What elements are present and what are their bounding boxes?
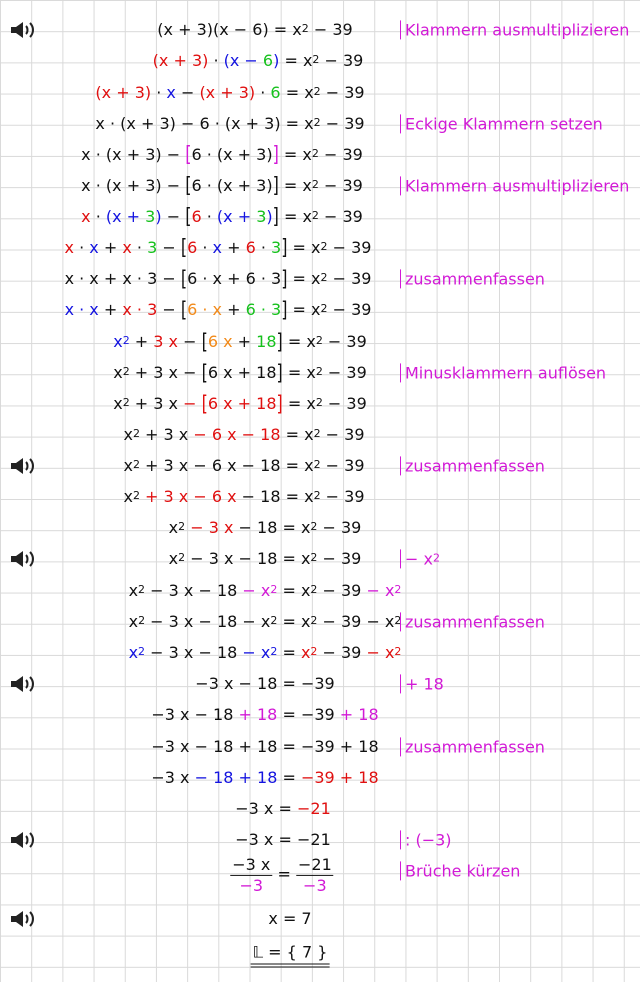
equation-row-4 — [0, 108, 640, 139]
equation: $x \cdot (x + 3) - [6 \cdot (x + 3)] = x^2 - 39$ — [81, 141, 363, 167]
equation: $x^2 + 3$ x − 6 $x - 18 = x^2 - 39$ — [123, 486, 365, 506]
equation: −3 x = −21 — [235, 829, 331, 849]
equation-row-29 — [0, 903, 640, 934]
equation-row-25 — [0, 762, 640, 793]
equation-row-7 — [0, 201, 640, 232]
step-note: : (−3) — [400, 830, 452, 849]
step-note: − $x^2$ — [400, 549, 440, 568]
step-note: Klammern ausmultiplizieren — [400, 176, 629, 195]
equation-row-14 — [0, 419, 640, 450]
equation-row-3 — [0, 77, 640, 108]
equation-row-11 — [0, 326, 640, 357]
equation-row-10 — [0, 294, 640, 325]
solution-set: 𝕃 = { 7 } — [251, 944, 330, 967]
speaker-icon[interactable] — [10, 675, 38, 693]
equation: x = 7 — [268, 908, 312, 928]
equation: $x^2 + 3$ x − 6 $x - 18 = x^2 - 39$ — [123, 455, 365, 475]
equation-row-13 — [0, 388, 640, 419]
equation: $x^2 - 3$ $x - 18 - x^2 = x^2 - 39 - x^2$ — [128, 580, 402, 600]
step-note: Brüche kürzen — [400, 861, 520, 880]
equation: $x^2 + 3$ x − 6 $x - 18 = x^2 - 39$ — [123, 424, 365, 444]
equation: −3 x − 18 = −39 — [195, 673, 335, 693]
equation: $\frac{-3 x}{-3}$ = $\frac{-21}{-3}$ — [232, 854, 332, 895]
speaker-icon[interactable] — [10, 910, 38, 928]
equation: −3 x − 18 + 18 = −39 + 18 — [151, 704, 379, 724]
equation-row-12 — [0, 357, 640, 388]
equation: $x \cdot (x + 3) - [6 \cdot (x + 3)] = x^2 - 39$ — [81, 203, 363, 229]
speaker-icon[interactable] — [10, 457, 38, 475]
step-note: Minusklammern auflösen — [400, 363, 606, 382]
equation: $x \cdot x + x \cdot 3 - [6 \cdot x + 6 \cdot 3] = x^2 - 39$ — [64, 234, 372, 260]
equation-row-17 — [0, 512, 640, 543]
equation: $x^2 - 3$ $x - 18 = x^2 - 39$ — [168, 548, 362, 568]
step-note: zusammenfassen — [400, 612, 545, 631]
step-note: zusammenfassen — [400, 737, 545, 756]
equation-row-2 — [0, 45, 640, 76]
equation: $(x + 3)(x - 6) = x^2 - 39$ — [157, 19, 353, 39]
equation: $x \cdot x + x \cdot 3 - [6 \cdot x + 6 \cdot 3] = x^2 - 39$ — [64, 265, 372, 291]
equation-row-9 — [0, 263, 640, 294]
equation-row-23 — [0, 699, 640, 730]
equation: $x^2 - 3$ $x - 18 - x^2 = x^2 - 39 - x^2$ — [128, 611, 402, 631]
equation-row-22 — [0, 668, 640, 699]
equation-row-24 — [0, 731, 640, 762]
equation: $(x + 3) \cdot x - (x + 3) \cdot 6 = x^2 - 39$ — [95, 82, 365, 102]
step-note: Klammern ausmultiplizieren — [400, 20, 629, 39]
equation-row-6 — [0, 170, 640, 201]
equation-row-30 — [0, 940, 640, 971]
equation: −3 x − 18 + 18 = −39 + 18 — [151, 736, 379, 756]
step-note: Eckige Klammern setzen — [400, 114, 603, 133]
equation-row-28 — [0, 855, 640, 895]
speaker-icon[interactable] — [10, 21, 38, 39]
equation-row-1 — [0, 14, 640, 45]
equation: $x \cdot (x + 3) - 6 \cdot (x + 3) = x^2 - 39$ — [95, 113, 365, 133]
equation-row-27 — [0, 824, 640, 855]
equation: $x^2 + 3$ x − [6 $x + 18] = x^2 - 39$ — [113, 390, 367, 416]
equation: $x^2 - 3$ $x - 18 - x^2 = x^2 - 39 - x^2$ — [128, 642, 402, 662]
equation: $x \cdot x + x \cdot 3 - [6 \cdot x + 6 \cdot 3] = x^2 - 39$ — [64, 296, 372, 322]
equation-row-20 — [0, 606, 640, 637]
equation-row-16 — [0, 481, 640, 512]
step-note: zusammenfassen — [400, 456, 545, 475]
step-note: zusammenfassen — [400, 269, 545, 288]
equation-row-26 — [0, 793, 640, 824]
equation-row-18 — [0, 543, 640, 574]
equation-row-21 — [0, 637, 640, 668]
equation-row-15 — [0, 450, 640, 481]
equation: $x^2 + 3$ x − [6 $x + 18] = x^2 - 39$ — [113, 359, 367, 385]
equation: −3 x − 18 + 18 = −39 + 18 — [151, 767, 379, 787]
step-note: + 18 — [400, 674, 444, 693]
equation-row-8 — [0, 232, 640, 263]
equation-row-5 — [0, 139, 640, 170]
speaker-icon[interactable] — [10, 550, 38, 568]
equation: $x^2 - 3$ $x - 18 = x^2 - 39$ — [168, 517, 362, 537]
equation: $x^2 + 3$ x − [6 $x + 18] = x^2 - 39$ — [113, 328, 367, 354]
equation: $(x + 3) \cdot (x - 6) = x^2 - 39$ — [152, 50, 364, 70]
equation: $x \cdot (x + 3) - [6 \cdot (x + 3)] = x^2 - 39$ — [81, 172, 363, 198]
equation: −3 x = −21 — [235, 798, 331, 818]
speaker-icon[interactable] — [10, 831, 38, 849]
equation-row-19 — [0, 575, 640, 606]
